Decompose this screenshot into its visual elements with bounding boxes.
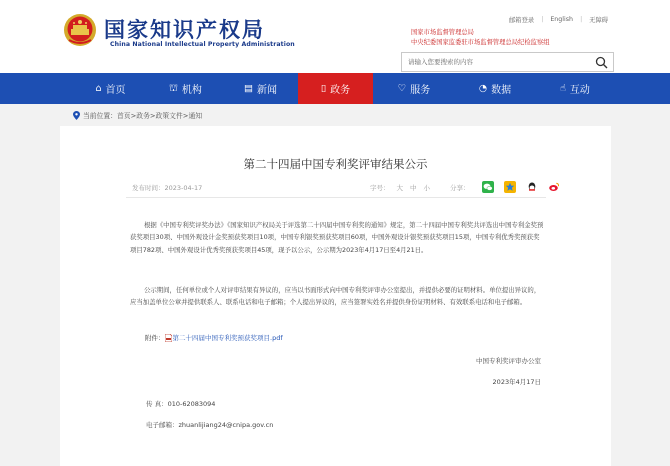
qq-icon[interactable] xyxy=(526,181,538,193)
article-paragraph: 公示期间，任何单位或个人对评审结果有异议的，应当以书面形式向中国专利奖评审办公室提出，并提供必要的证明材料。单位提出异议的，应当加盖单位公章并提供联系人、联系电话和电子邮箱；个人提出异议的，应当签署实姓名并提供身份证明材料、有效联系电话和电子邮箱。 xyxy=(130,286,541,307)
main-nav xyxy=(0,73,670,104)
publish-date: 发布时间：2023-04-17 xyxy=(132,184,203,192)
nav-item-label: 政务 xyxy=(330,85,351,96)
pdf-file-icon xyxy=(165,334,172,342)
article-title: 第二十四届中国专利奖评审结果公示 xyxy=(243,157,428,171)
nav-item-service[interactable] xyxy=(373,73,455,104)
share-label: 分享： xyxy=(450,183,470,192)
divider xyxy=(126,197,546,198)
search-input[interactable] xyxy=(408,55,586,69)
weibo-icon[interactable] xyxy=(548,181,560,193)
national-emblem-icon[interactable] xyxy=(63,13,97,47)
article-tools xyxy=(370,181,560,193)
nav-item-label: 新闻 xyxy=(256,85,277,96)
divider: | xyxy=(580,16,583,23)
interaction-icon: ☝ xyxy=(560,82,566,94)
nav-item-label: 首页 xyxy=(105,85,126,96)
font-size-medium-button[interactable]: 中 xyxy=(410,183,417,192)
location-pin-icon xyxy=(73,111,80,120)
attachment xyxy=(145,333,283,342)
site-header xyxy=(0,0,670,73)
site-logo-subtitle: China National Intellectual Property Administration xyxy=(110,41,295,48)
nav-item-data[interactable] xyxy=(455,73,535,104)
news-icon: ▤ xyxy=(244,82,253,94)
nav-item-label: 数据 xyxy=(491,85,512,96)
site-logo-title[interactable]: 国家知识产权局 xyxy=(104,17,265,42)
nav-item-label: 互动 xyxy=(569,85,590,96)
signature-org: 中国专利奖评审办公室 xyxy=(476,357,541,365)
article-card xyxy=(60,126,611,466)
wechat-icon[interactable] xyxy=(482,181,494,193)
fax-number: 传 真：010-62083094 xyxy=(146,400,216,408)
divider: | xyxy=(541,16,544,23)
org-link-discipline[interactable]: 中央纪委国家监委驻市场监督管理总局纪检监察组 xyxy=(411,39,550,46)
nav-item-interaction[interactable] xyxy=(535,73,615,104)
nav-item-news[interactable] xyxy=(223,73,298,104)
breadcrumb-text[interactable]: 当前位置：首页>政务>政策文件>通知 xyxy=(83,112,203,120)
nav-item-label: 服务 xyxy=(410,85,431,96)
font-size-large-button[interactable]: 大 xyxy=(396,183,403,192)
article-paragraph: 根据《中国专利奖评奖办法》《国家知识产权局关于评选第二十四届中国专利奖的通知》规定，第二十四届中国专利奖共评选出中国专利金奖预获奖项目30项、中国外观设计金奖预获奖项目10项，中国专利银奖预获奖项目60项，中国外观设计银奖预获奖项目15项，中国专利优秀奖预获奖项目782项、中国外观设计优秀奖预获奖项目45项，现予以公示，公示期为2023年4月17日至4月21日。 xyxy=(130,221,544,254)
data-icon: ◔ xyxy=(478,82,488,94)
government-affairs-icon: ▯ xyxy=(320,82,327,94)
font-size-label: 字号： xyxy=(370,183,390,192)
nav-item-home[interactable] xyxy=(73,73,148,104)
font-size-small-button[interactable]: 小 xyxy=(423,183,430,192)
nav-item-institution[interactable] xyxy=(148,73,223,104)
mail-login-link[interactable]: 邮箱登录 xyxy=(509,17,535,24)
search-icon[interactable] xyxy=(595,56,608,69)
attachment-label: 附件： xyxy=(145,334,165,342)
english-link[interactable]: English xyxy=(550,16,574,23)
breadcrumb xyxy=(73,110,202,120)
accessibility-link[interactable]: 无障碍 xyxy=(589,17,609,24)
qzone-icon[interactable] xyxy=(504,181,516,193)
nav-item-government-affairs[interactable] xyxy=(298,73,373,104)
search-box xyxy=(401,52,614,72)
top-links xyxy=(509,15,608,24)
org-link-samr[interactable]: 国家市场监督管理总局 xyxy=(411,29,474,36)
contact-email[interactable]: 电子邮箱：zhuanlijiang24@cnipa.gov.cn xyxy=(146,421,274,429)
signature-date: 2023年4月17日 xyxy=(492,378,541,386)
institution-icon: ⛫ xyxy=(169,82,178,94)
attachment-link[interactable]: 第二十四届中国专利奖预获奖项目.pdf xyxy=(172,334,283,342)
nav-item-label: 机构 xyxy=(181,85,202,96)
home-icon: ⌂ xyxy=(95,82,102,94)
service-icon: ♡ xyxy=(397,82,407,94)
